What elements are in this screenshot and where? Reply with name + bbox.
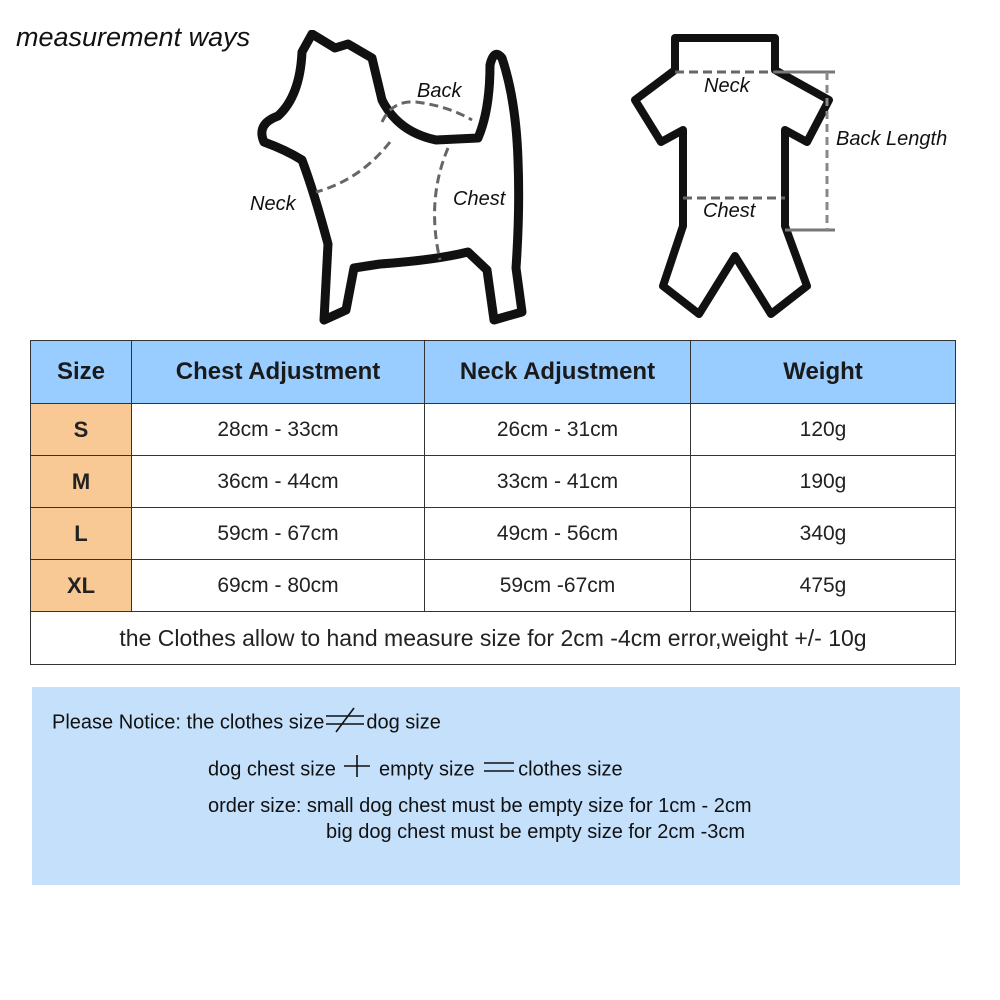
notice-line-2-end: clothes size [518, 758, 623, 781]
garment-neck-label: Neck [704, 75, 750, 97]
not-equal-icon [324, 707, 366, 739]
table-header-row [31, 341, 956, 404]
header-chest-adjustment: Chest Adjustment [132, 341, 425, 404]
size-cell: XL [31, 560, 132, 612]
size-cell: L [31, 508, 132, 560]
dog-neck-label: Neck [250, 193, 296, 215]
header-size: Size [31, 341, 132, 404]
plus-icon [341, 754, 373, 786]
weight-cell: 475g [691, 560, 956, 612]
table-row [31, 508, 956, 560]
notice-line-2-middle: empty size [378, 758, 475, 781]
table-row [31, 560, 956, 612]
size-cell: M [31, 456, 132, 508]
equals-icon [480, 754, 518, 786]
size-chart-table [30, 340, 956, 665]
weight-cell: 120g [691, 404, 956, 456]
garment-chest-label: Chest [703, 200, 756, 222]
dog-chest-label: Chest [453, 188, 506, 210]
notice-line-2-text: dog chest size [208, 758, 336, 781]
dog-measurement-figure [240, 30, 540, 330]
header-weight: Weight [691, 341, 956, 404]
notice-line-3: order size: small dog chest must be empty size for 1cm - 2cm [208, 795, 752, 817]
page-title: measurement ways [16, 22, 251, 52]
chest-cell: 28cm - 33cm [132, 404, 425, 456]
weight-cell: 340g [691, 508, 956, 560]
header-neck-adjustment: Neck Adjustment [425, 341, 691, 404]
table-row [31, 456, 956, 508]
notice-line-4: big dog chest must be empty size for 2cm -3cm [326, 821, 746, 843]
notice-box [32, 687, 960, 885]
neck-cell: 49cm - 56cm [425, 508, 691, 560]
notice-line-1-text: Please Notice: the clothes size [52, 711, 325, 734]
tolerance-note: the Clothes allow to hand measure size for 2cm -4cm error,weight +/- 10g [31, 612, 956, 665]
chest-cell: 36cm - 44cm [132, 456, 425, 508]
dog-silhouette-icon [240, 30, 540, 330]
neck-cell: 59cm -67cm [425, 560, 691, 612]
chest-cell: 69cm - 80cm [132, 560, 425, 612]
notice-line-1-end: dog size [366, 711, 441, 734]
chest-cell: 59cm - 67cm [132, 508, 425, 560]
notice-line-2 [208, 754, 623, 786]
weight-cell: 190g [691, 456, 956, 508]
table-row [31, 404, 956, 456]
garment-back-length-label: Back Length [836, 128, 948, 150]
neck-cell: 33cm - 41cm [425, 456, 691, 508]
size-cell: S [31, 404, 132, 456]
notice-line-1 [52, 707, 441, 739]
table-note-row [31, 612, 956, 665]
neck-cell: 26cm - 31cm [425, 404, 691, 456]
dog-back-label: Back [417, 80, 462, 102]
